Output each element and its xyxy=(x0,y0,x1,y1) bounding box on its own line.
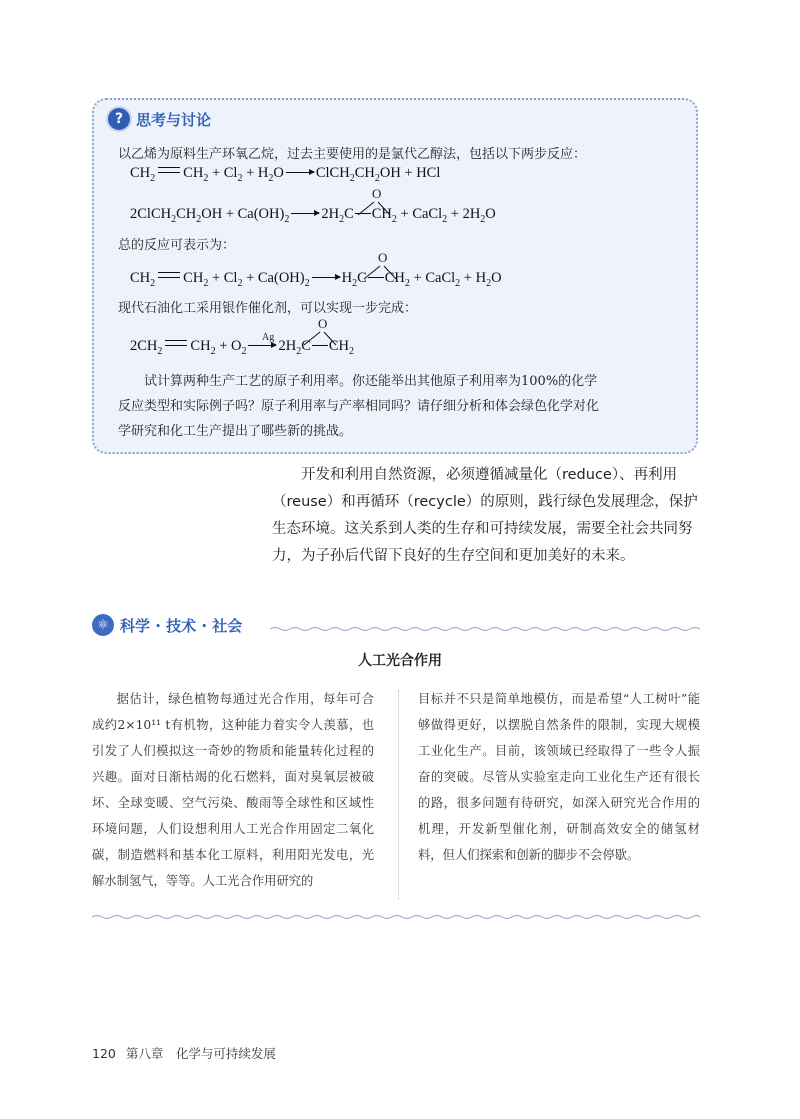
page-number: 120 xyxy=(92,1046,116,1061)
column-divider xyxy=(398,690,399,900)
question-line-2: 反应类型和实际例子吗？原子利用率与产率相同吗？请仔细分析和体会绿色化学对化 xyxy=(118,399,600,414)
main-paragraph: 开发和利用自然资源，必须遵循减量化（reduce）、再利用（reuse）和再循环（recycle）的原则，践行绿色发展理念，保护生态环境。这关系到人类的生存和可持续发展，需要全社会共同努力，为子孙后代留下良好的生存空间和更加美好的未来。 xyxy=(272,467,698,564)
chapter-title: 第八章 化学与可持续发展 xyxy=(125,1046,276,1061)
article-right-column: 目标并不只是简单地模仿，而是希望“人工树叶”能够做得更好，以摆脱自然条件的限制，实现大规模工业化生产。目前，该领域已经取得了一些令人振奋的突破。尽管从实验室走向工业化生产还有很长的路，很多问题有待研究，如深入研究光合作用的机理，开发新型催化剂，研制高效安全的储氢材料，但人们探索和创新的脚步不会停歇。 xyxy=(418,692,700,862)
reaction-3: $CH_2$ $CH_2 + Cl_2 + Ca(OH)_2$ $H_2C$ $CH_2$ + CaCl$_2$ + $H_2O$ xyxy=(130,270,502,289)
discussion-intro: 以乙烯为原料生产环氧乙烷，过去主要使用的是氯代乙醇法，包括以下两步反应： xyxy=(118,147,587,162)
modern-process-text: 现代石油化工采用银作催化剂，可以实现一步完成： xyxy=(118,301,418,316)
article-left-column: 据估计，绿色植物每通过光合作用，每年可合成约2×10¹¹ t有机物，这种能力着实令人羡慕，也引发了人们模拟这一奇妙的物质和能量转化过程的兴趣。面对日渐枯竭的化石燃料，面对臭氧层被破坏、全球变暖、空气污染、酸雨等全球性和区域性环境问题，人们设想利用人工光合作用固定二氧化碳，制造燃料和基本化工原料，利用阳光发电，光解水制氢气，等等。人工光合作用研究的 xyxy=(92,692,374,888)
article-title: 人工光合作用 xyxy=(358,653,442,669)
question-icon: ? xyxy=(108,108,130,130)
epoxide-oxygen-3: O xyxy=(318,316,328,331)
reaction-4: $2CH_2$ $CH_2 + O_2$ $2H_2C$ $CH_2$ xyxy=(130,338,355,357)
bottom-wavy-divider xyxy=(92,914,700,920)
discussion-header xyxy=(108,106,211,132)
epoxide-oxygen-1: O xyxy=(372,186,382,201)
page-footer xyxy=(92,1044,276,1062)
question-line-3: 学研究和化工生产提出了哪些新的挑战。 xyxy=(118,424,353,439)
discussion-title: 思考与讨论 xyxy=(136,110,212,129)
total-reaction-label: 总的反应可表示为： xyxy=(118,238,236,253)
reaction-1: $CH_2$ $CH_2 + Cl_2 + H_2O$ $ClCH_2CH_2OH$ + HCl xyxy=(130,165,441,184)
sts-title: 科学 · 技术 · 社会 xyxy=(120,616,243,635)
section-wavy-divider xyxy=(270,626,700,632)
question-line-1: 试计算两种生产工艺的原子利用率。你还能举出其他原子利用率为100%的化学 xyxy=(144,374,598,389)
sts-header xyxy=(92,614,242,636)
reaction-2: $2ClCH_2CH_2OH + Ca(OH)_2$ $2H_2C$ $CH_2$ + CaCl$_2$ + $2H_2O$ xyxy=(130,206,496,225)
catalyst-label: Ag xyxy=(262,332,275,343)
epoxide-oxygen-2: O xyxy=(378,250,388,265)
atom-icon: ⚛ xyxy=(92,614,114,636)
